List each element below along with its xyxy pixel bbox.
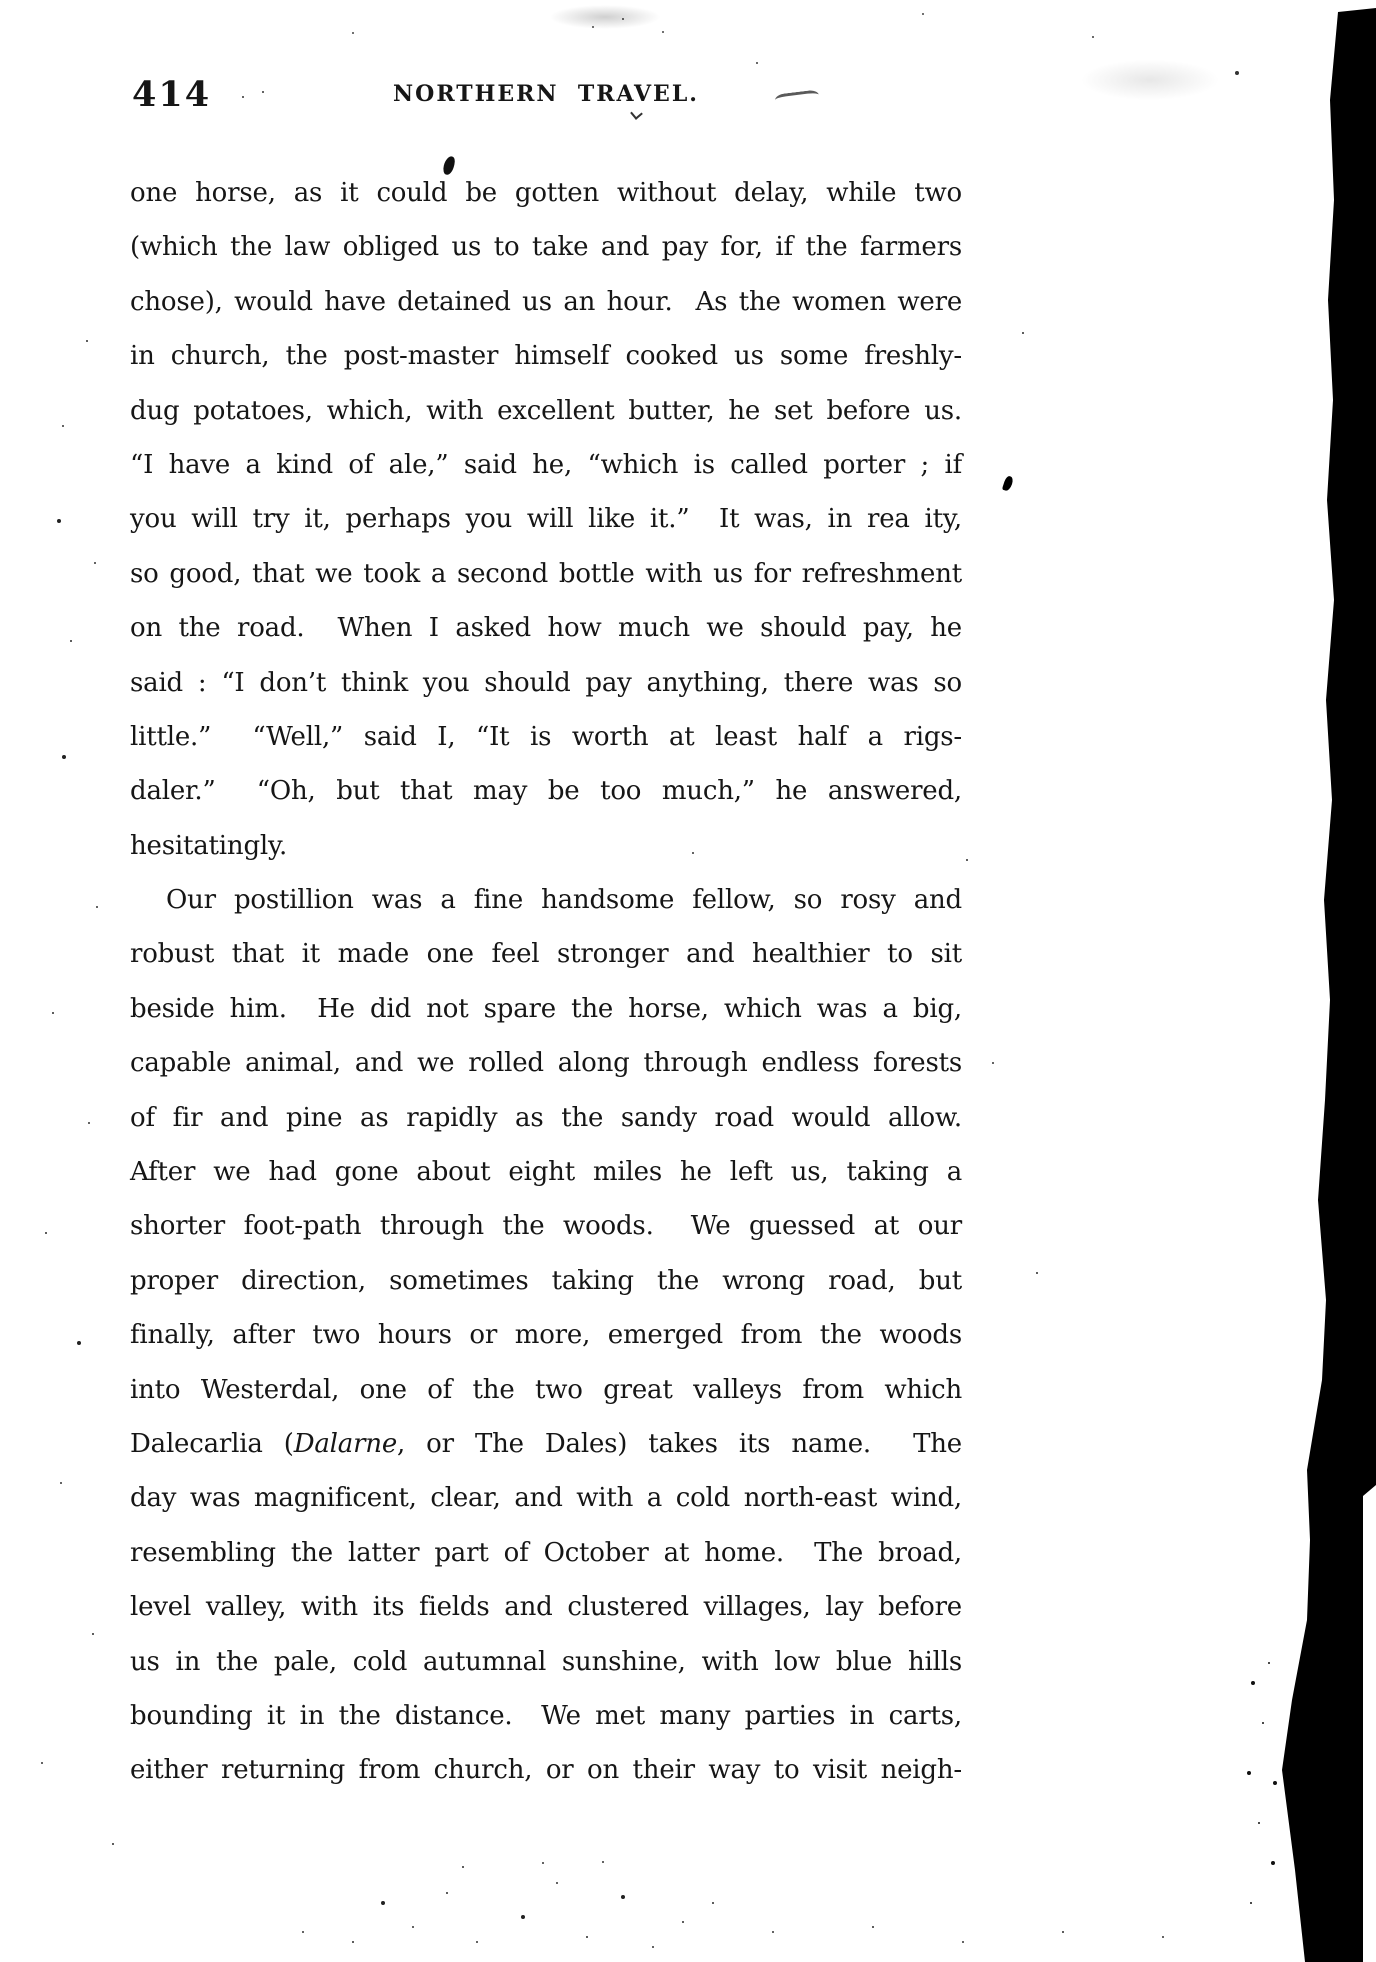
page-header: [130, 74, 962, 120]
scan-speckles: [0, 0, 2, 2]
paragraph-last-line: hesitatingly.: [130, 830, 288, 861]
text-line: shorter foot-path through the woods. We guessed at our: [130, 1211, 962, 1242]
text-line: daler.” “Oh, but that may be too much,” he answered,: [130, 776, 962, 807]
paragraph-first-line: Our postillion was a fine handsome fellow, so rosy and: [166, 885, 962, 916]
text-line: of fir and pine as rapidly as the sandy road would allow.: [130, 1102, 962, 1133]
text-line: beside him. He did not spare the horse, which was a big,: [130, 993, 962, 1024]
text-line: said : “I don’t think you should pay anything, there was so: [130, 667, 962, 698]
text-line: resembling the latter part of October at home. The broad,: [130, 1537, 962, 1568]
running-header-title: NORTHERN TRAVEL.: [393, 81, 699, 107]
text-line: either returning from church, or on their way to visit neigh-: [130, 1755, 962, 1786]
text-line: (which the law obliged us to take and pay for, if the farmers: [130, 232, 962, 263]
body-text: [130, 166, 962, 1798]
text-line: finally, after two hours or more, emerged from the woods: [130, 1320, 962, 1351]
text-line: After we had gone about eight miles he left us, taking a: [130, 1157, 962, 1188]
paragraph-1: [130, 166, 962, 873]
text-line: day was magnificent, clear, and with a cold north-east wind,: [130, 1483, 962, 1514]
text-line-dalecarlia: [130, 1417, 962, 1471]
text-line: robust that it made one feel stronger and healthier to sit: [130, 939, 962, 970]
text-line: so good, that we took a second bottle with us for refreshment: [130, 558, 962, 589]
text-segment: , or The Dales) takes its name. The: [397, 1428, 962, 1459]
text-line: you will try it, perhaps you will like it.” It was, in rea ity,: [130, 504, 962, 535]
italic-term: Dalarne: [293, 1428, 398, 1459]
text-line: bounding it in the distance. We met many parties in carts,: [130, 1700, 962, 1731]
text-segment: Dalecarlia (: [130, 1428, 294, 1459]
scan-smudge: [1075, 58, 1225, 102]
text-line: in church, the post-master himself cooked us some freshly-: [130, 341, 962, 372]
scan-smudge: [545, 4, 665, 30]
text-line: “I have a kind of ale,” said he, “which is called porter ; if: [130, 449, 962, 480]
ink-mark: [1002, 475, 1014, 492]
text-line: dug potatoes, which, with excellent butter, he set before us.: [130, 395, 962, 426]
text-line: level valley, with its fields and clustered villages, lay before: [130, 1592, 962, 1623]
text-line: capable animal, and we rolled along through endless forests: [130, 1048, 962, 1079]
text-line: us in the pale, cold autumnal sunshine, with low blue hills: [130, 1646, 962, 1677]
text-line: on the road. When I asked how much we should pay, he: [130, 613, 962, 644]
paragraph-2: [130, 873, 962, 1798]
text-line: little.” “Well,” said I, “It is worth at least half a rigs-: [130, 721, 962, 752]
page-number: 414: [132, 74, 212, 115]
text-line: one horse, as it could be gotten without delay, while two: [130, 178, 962, 208]
text-line: chose), would have detained us an hour. As the women were: [130, 286, 962, 317]
text-line: proper direction, sometimes taking the wrong road, but: [130, 1265, 962, 1296]
text-line: into Westerdal, one of the two great valleys from which: [130, 1374, 962, 1405]
scan-edge-artifact: [1276, 0, 1376, 1962]
